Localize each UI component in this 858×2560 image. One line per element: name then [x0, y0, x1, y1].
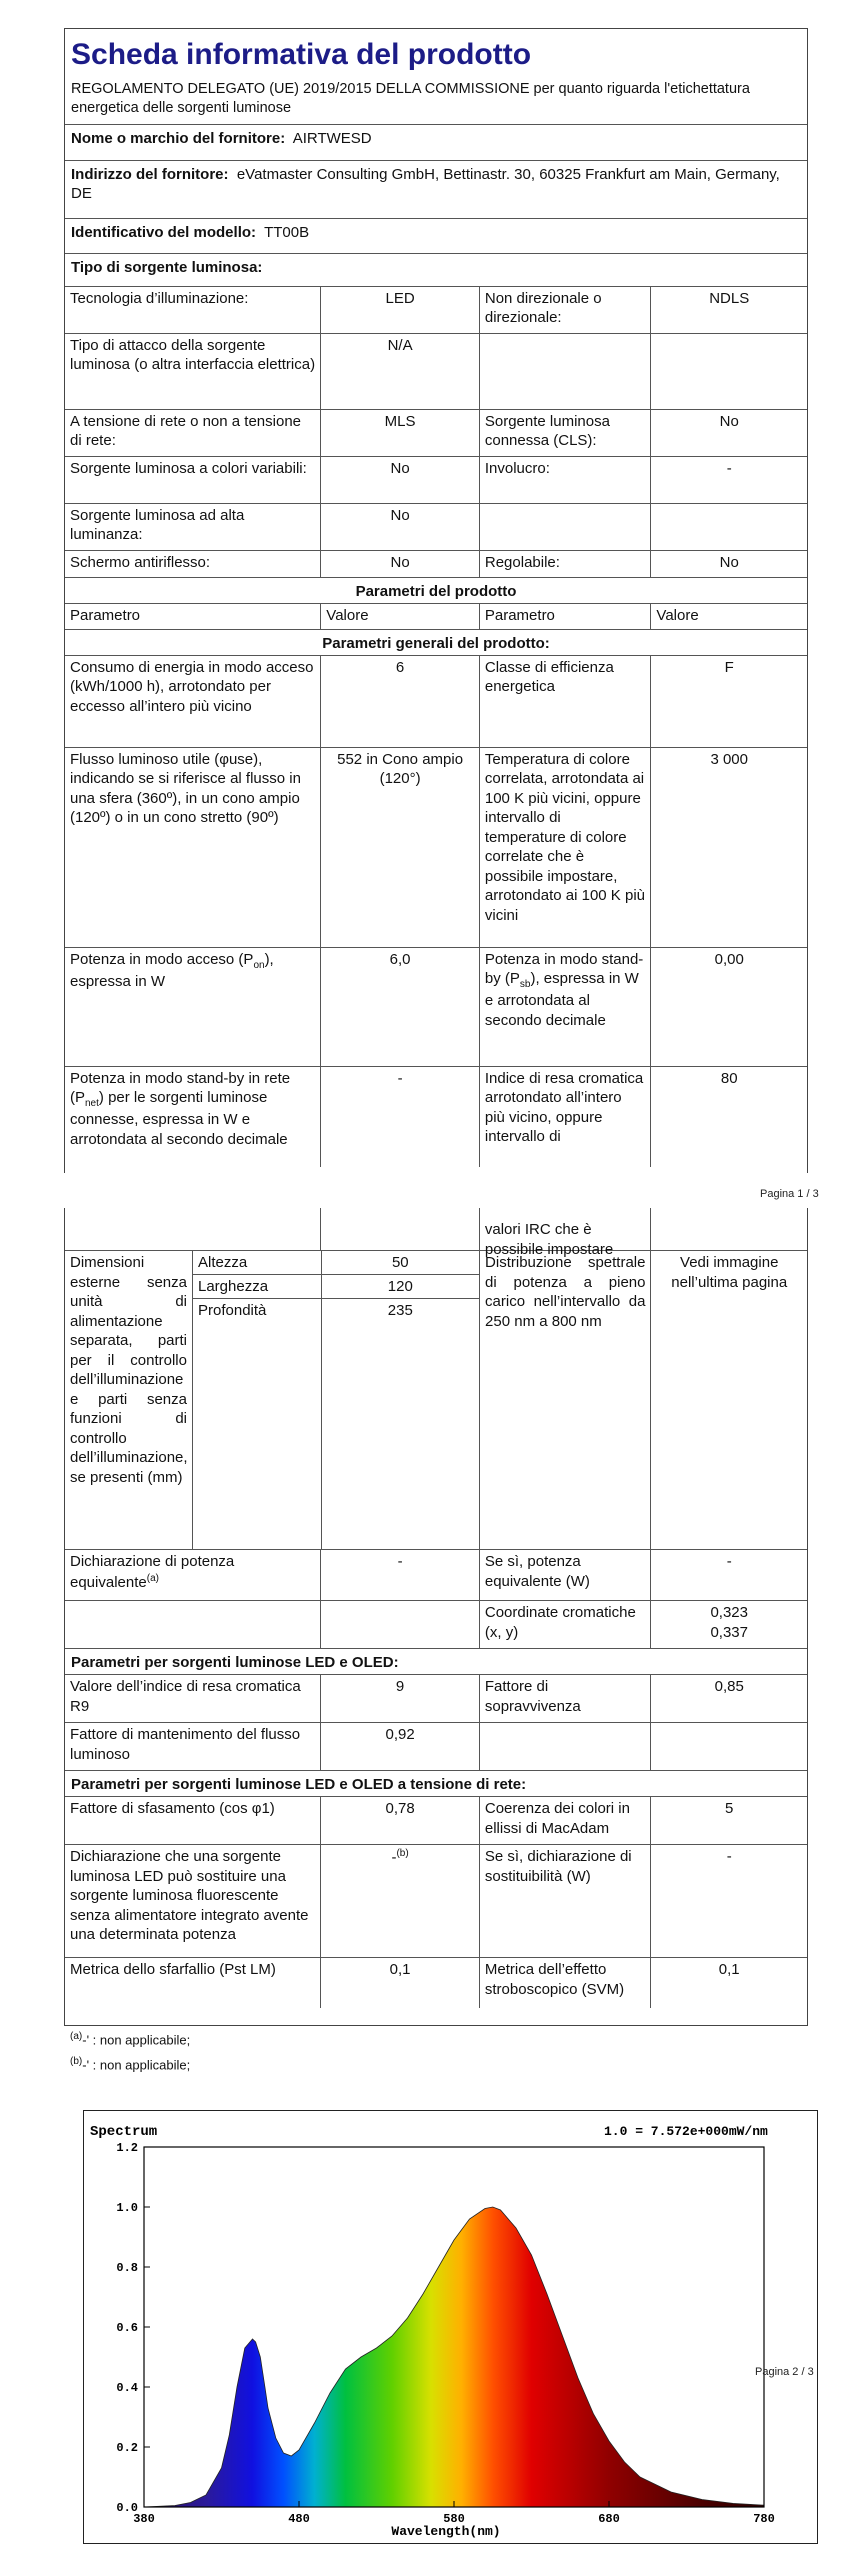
param-value: No	[321, 551, 480, 577]
table-row	[65, 1601, 807, 1649]
dimensions-label: Dimensioni esterne senza unità di alimentazione separata, parti per il controllo dell’illuminazione e parti senza funzioni di controllo dell’illuminazione, se presenti (mm)	[65, 1251, 193, 1549]
param-value: 552 in Cono ampio (120°)	[321, 748, 480, 947]
dim-value: 50	[322, 1251, 479, 1275]
source-type-label: Tipo di sorgente luminosa:	[71, 258, 263, 276]
y-tick-label: 0.2	[116, 2441, 138, 2455]
spectrum-area	[144, 2207, 764, 2507]
table-row	[65, 287, 807, 334]
y-tick-label: 1.2	[116, 2141, 138, 2155]
param-value: 0,00	[714, 950, 744, 968]
param-label: Metrica dell’effetto stroboscopico (SVM)	[480, 1958, 652, 2008]
param-label: Classe di efficienza energetica	[480, 656, 652, 747]
product-sheet-page-1	[64, 28, 808, 1173]
param-label: Involucro:	[480, 457, 652, 503]
param-value: 3 000	[710, 750, 748, 768]
param-value: MLS	[321, 410, 480, 456]
param-value: N/A	[321, 334, 480, 409]
y-tick-label: 1.0	[116, 2201, 138, 2215]
param-value: No	[719, 553, 739, 571]
table-row	[65, 1797, 807, 1845]
table-row	[65, 504, 807, 551]
dim-value: 235	[387, 1302, 413, 1319]
column-header-row	[65, 604, 807, 630]
param-label: Valore dell’indice di resa cromatica R9	[65, 1675, 321, 1722]
param-label: valori IRC che è possibile impostare	[480, 1208, 652, 1250]
param-label: A tensione di rete o non a tensione di rete:	[65, 410, 321, 456]
param-value: 80	[720, 1069, 738, 1087]
param-label: Tipo di attacco della sorgente luminosa (o altra interfaccia elettrica)	[65, 334, 321, 409]
footnote-a: $^{(a)}$-' : non applicabile;	[70, 2031, 191, 2048]
led-heading-row	[65, 1649, 807, 1675]
table-row	[65, 1723, 807, 1771]
param-value: 0,1	[718, 1961, 740, 1978]
param-label: Flusso luminoso utile (φuse), indicando se si riferisce al flusso in una sfera (360º), in un cono ampio (120º) o in un cono stretto (90º)	[65, 748, 321, 947]
param-value: NDLS	[709, 289, 750, 307]
table-row	[65, 457, 807, 504]
page-number: Pagina 1 / 3	[760, 1188, 819, 1200]
param-label: Fattore di sfasamento (cos φ1)	[65, 1797, 321, 1844]
param-value: -	[726, 1848, 732, 1865]
chroma-label: Coordinate cromatiche (x, y)	[480, 1601, 652, 1648]
param-label: Temperatura di colore correlata, arrotondata ai 100 K più vicini, oppure intervallo di temperature di colore correlate che è possibile impostare, arrotondato ai 100 K più vicini	[480, 748, 652, 947]
spectrum-chart	[83, 2110, 818, 2544]
param-label: Fattore di sopravvivenza	[480, 1675, 652, 1722]
table-row	[65, 334, 807, 410]
product-params-heading: Parametri del prodotto	[355, 582, 517, 600]
table-row	[65, 1958, 807, 2008]
param-value: 6	[321, 656, 480, 747]
param-value: -	[321, 1550, 480, 1600]
source-type-row	[65, 254, 807, 287]
param-label: Schermo antiriflesso:	[65, 551, 321, 577]
param-label: Non direzionale o direzionale:	[480, 287, 652, 333]
dimensions-row	[65, 1251, 807, 1550]
table-row	[65, 656, 807, 748]
param-label	[480, 1723, 652, 1770]
x-axis-label: Wavelength(nm)	[391, 2524, 501, 2539]
mains-heading-row	[65, 1771, 807, 1797]
param-label: Dichiarazione di potenza equivalente$^{(a)}$	[65, 1550, 321, 1600]
param-label: Regolabile:	[480, 551, 652, 577]
param-label: Potenza in modo stand-by in rete $(P_{net})$ per le sorgenti luminose connesse, espressa in W e arrotondata al secondo decimale	[65, 1067, 321, 1167]
param-label: Tecnologia d’illuminazione:	[65, 287, 321, 333]
param-value	[651, 504, 807, 550]
x-tick-label: 680	[598, 2512, 620, 2526]
x-tick-label: 580	[443, 2512, 465, 2526]
model-id-row	[65, 219, 807, 254]
y-tick-label: 0.4	[116, 2381, 138, 2395]
footnote-b: $^{(b)}$-' : non applicabile;	[70, 2056, 191, 2073]
param-value: LED	[321, 287, 480, 333]
y-tick-label: 0.0	[116, 2501, 138, 2515]
product-sheet-page-2	[64, 1208, 808, 2026]
supplier-address-value: eVatmaster Consulting GmbH, Bettinastr. 30, 60325 Frankfurt am Main, Germany, DE	[71, 165, 780, 203]
param-label: Se sì, dichiarazione di sostituibilità (W)	[480, 1845, 652, 1957]
table-row	[65, 948, 807, 1067]
spectral-label: Distribuzione spettrale di potenza a pieno carico nell’intervallo da 250 nm a 800 nm	[480, 1251, 651, 1549]
dim-name: Altezza	[193, 1251, 321, 1275]
chart-title: Spectrum	[90, 2124, 158, 2140]
param-value: 0,85	[714, 1678, 744, 1695]
param-label: Consumo di energia in modo acceso (kWh/1000 h), arrotondato per eccesso all’intero più vicino	[65, 656, 321, 747]
column-header-value: Valore	[321, 604, 480, 629]
table-row	[65, 1208, 807, 1258]
table-row	[65, 1845, 807, 1958]
param-label: Dichiarazione che una sorgente luminosa LED può sostituire una sorgente luminosa fluorescente senza alimentatore integrato avente una determinata potenza	[65, 1845, 321, 1957]
page-number: Pagina 2 / 3	[755, 2366, 814, 2378]
product-params-heading-row	[65, 578, 807, 604]
param-label: Sorgente luminosa a colori variabili:	[65, 457, 321, 503]
page-title: Scheda informativa del prodotto	[71, 38, 532, 71]
supplier-address-row	[65, 161, 807, 219]
general-params-heading-row	[65, 630, 807, 656]
param-label: Coerenza dei colori in ellissi di MacAdam	[480, 1797, 652, 1844]
param-label: Indice di resa cromatica arrotondato all’intero più vicino, oppure intervallo di	[480, 1067, 652, 1167]
x-tick-label: 380	[133, 2512, 155, 2526]
table-row	[65, 1675, 807, 1723]
model-id-value: TT00B	[264, 223, 310, 241]
param-label: Potenza in modo acceso $(P_{on})$, espressa in W	[65, 948, 321, 1066]
supplier-name-row	[65, 125, 807, 161]
led-heading: Parametri per sorgenti luminose LED e OLED:	[71, 1654, 399, 1671]
column-header-param: Parametro	[480, 604, 652, 629]
param-label: Sorgente luminosa connessa (CLS):	[480, 410, 652, 456]
param-value: 0,92	[321, 1723, 480, 1770]
param-value: -	[726, 1553, 732, 1570]
spectrum-svg	[84, 2111, 817, 2543]
param-label: Fattore di mantenimento del flusso luminoso	[65, 1723, 321, 1770]
param-value: No	[321, 504, 480, 550]
table-row	[65, 1550, 807, 1601]
param-value: -$^{(b)}$	[321, 1845, 480, 1957]
x-tick-label: 480	[288, 2512, 310, 2526]
param-value: -	[726, 459, 732, 477]
chart-subtitle: 1.0 = 7.572e+000mW/nm	[604, 2124, 768, 2139]
supplier-name-label: Nome o marchio del fornitore:	[71, 129, 286, 147]
general-params-heading: Parametri generali del prodotto:	[322, 634, 550, 652]
param-label: Se sì, potenza equivalente (W)	[480, 1550, 652, 1600]
param-value: No	[321, 457, 480, 503]
supplier-address-label: Indirizzo del fornitore:	[71, 165, 229, 183]
param-value: F	[724, 658, 734, 676]
dim-name: Profondità	[198, 1302, 267, 1319]
dim-name: Larghezza	[193, 1275, 321, 1299]
param-value: 0,1	[321, 1958, 480, 2008]
column-header-value: Valore	[656, 606, 699, 624]
table-row	[65, 1067, 807, 1167]
param-label: Sorgente luminosa ad alta luminanza:	[65, 504, 321, 550]
table-row	[65, 551, 807, 578]
model-id-label: Identificativo del modello:	[71, 223, 257, 241]
param-label: Metrica dello sfarfallio (Pst LM)	[65, 1958, 321, 2008]
spectrum-fill	[144, 2207, 764, 2507]
y-tick-label: 0.6	[116, 2321, 138, 2335]
param-value: 9	[321, 1675, 480, 1722]
table-row	[65, 410, 807, 457]
param-value	[651, 334, 807, 409]
chroma-value: 0,323 0,337	[710, 1604, 748, 1641]
dim-value: 120	[322, 1275, 479, 1299]
param-label	[480, 334, 652, 409]
column-header-param: Parametro	[65, 604, 321, 629]
regulation-text: REGOLAMENTO DELEGATO (UE) 2019/2015 DELLA COMMISSIONE per quanto riguarda l'etichettatura energetica delle sorgenti luminose	[65, 78, 807, 125]
mains-heading: Parametri per sorgenti luminose LED e OLED a tensione di rete:	[71, 1776, 527, 1793]
supplier-name-value: AIRTWESD	[292, 129, 372, 147]
table-row	[65, 748, 807, 948]
param-value	[651, 1723, 807, 1770]
spectral-value: Vedi immagine nell’ultima pagina	[671, 1254, 788, 1291]
y-tick-label: 0.8	[116, 2261, 138, 2275]
param-value: 5	[725, 1800, 734, 1817]
param-value: 0,78	[321, 1797, 480, 1844]
param-label	[480, 504, 652, 550]
param-label: Potenza in modo stand-by $(P_{sb})$, espressa in W e arrotondata al secondo decimale	[480, 948, 652, 1066]
param-value: 6,0	[321, 948, 480, 1066]
param-value: No	[719, 412, 739, 430]
param-value: -	[321, 1067, 480, 1167]
x-tick-label: 780	[753, 2512, 775, 2526]
